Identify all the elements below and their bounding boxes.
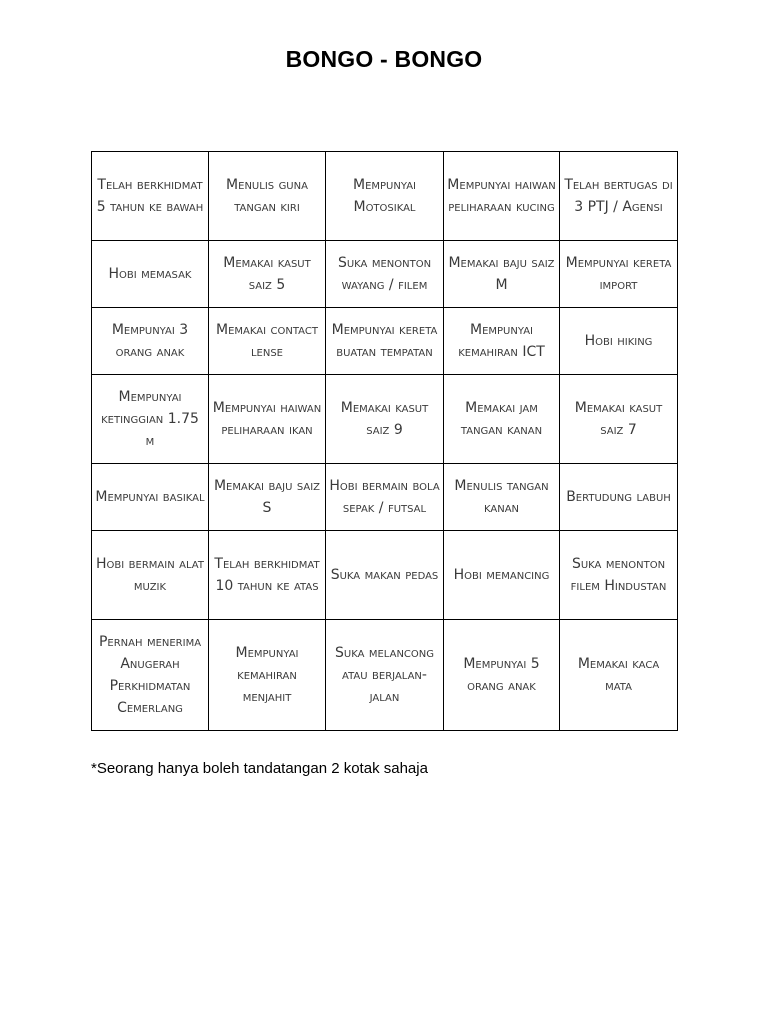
footnote: *Seorang hanya boleh tandatangan 2 kotak sahaja bbox=[91, 760, 428, 777]
grid-row bbox=[92, 308, 678, 375]
grid-cell: Memakai kasut saiz 5 bbox=[209, 241, 326, 308]
grid-row bbox=[92, 241, 678, 308]
grid-cell: Telah berkhidmat 5 tahun ke bawah bbox=[92, 152, 209, 241]
grid-cell: Mempunyai kereta buatan tempatan bbox=[326, 308, 444, 375]
grid-cell: Mempunyai haiwan peliharaan ikan bbox=[209, 375, 326, 464]
grid-cell: Hobi hiking bbox=[560, 308, 678, 375]
bingo-grid bbox=[91, 151, 678, 731]
grid-cell: Suka menonton wayang / filem bbox=[326, 241, 444, 308]
grid-cell: Hobi bermain bola sepak / futsal bbox=[326, 464, 444, 531]
grid-cell: Menulis tangan kanan bbox=[444, 464, 560, 531]
grid-cell: Mempunyai kemahiran ICT bbox=[444, 308, 560, 375]
grid-cell: Mempunyai ketinggian 1.75 m bbox=[92, 375, 209, 464]
grid-row bbox=[92, 620, 678, 731]
grid-cell: Menulis guna tangan kiri bbox=[209, 152, 326, 241]
grid-cell: Suka makan pedas bbox=[326, 531, 444, 620]
grid-cell: Memakai kaca mata bbox=[560, 620, 678, 731]
page-title: BONGO - BONGO bbox=[285, 46, 483, 72]
grid-cell: Mempunyai Motosikal bbox=[326, 152, 444, 241]
grid-cell: Hobi memancing bbox=[444, 531, 560, 620]
grid-cell: Hobi bermain alat muzik bbox=[92, 531, 209, 620]
grid-cell: Pernah menerima Anugerah Perkhidmatan Cemerlang bbox=[92, 620, 209, 731]
grid-cell: Bertudung labuh bbox=[560, 464, 678, 531]
grid-cell: Memakai baju saiz M bbox=[444, 241, 560, 308]
grid-cell: Hobi memasak bbox=[92, 241, 209, 308]
grid-cell: Suka menonton filem Hindustan bbox=[560, 531, 678, 620]
grid-cell: Mempunyai 3 orang anak bbox=[92, 308, 209, 375]
grid-cell: Mempunyai basikal bbox=[92, 464, 209, 531]
grid-row bbox=[92, 152, 678, 241]
grid-cell: Mempunyai 5 orang anak bbox=[444, 620, 560, 731]
grid-cell: Mempunyai kemahiran menjahit bbox=[209, 620, 326, 731]
grid-cell: Memakai kasut saiz 9 bbox=[326, 375, 444, 464]
grid-cell: Telah bertugas di 3 PTJ / Agensi bbox=[560, 152, 678, 241]
grid-cell: Memakai kasut saiz 7 bbox=[560, 375, 678, 464]
grid-cell: Mempunyai haiwan peliharaan kucing bbox=[444, 152, 560, 241]
grid-cell: Memakai jam tangan kanan bbox=[444, 375, 560, 464]
grid-row bbox=[92, 464, 678, 531]
grid-cell: Mempunyai kereta import bbox=[560, 241, 678, 308]
grid-cell: Memakai baju saiz S bbox=[209, 464, 326, 531]
grid-row bbox=[92, 375, 678, 464]
grid-row bbox=[92, 531, 678, 620]
grid-cell: Telah berkhidmat 10 tahun ke atas bbox=[209, 531, 326, 620]
grid-cell: Suka melancong atau berjalan-jalan bbox=[326, 620, 444, 731]
grid-cell: Memakai contact lense bbox=[209, 308, 326, 375]
